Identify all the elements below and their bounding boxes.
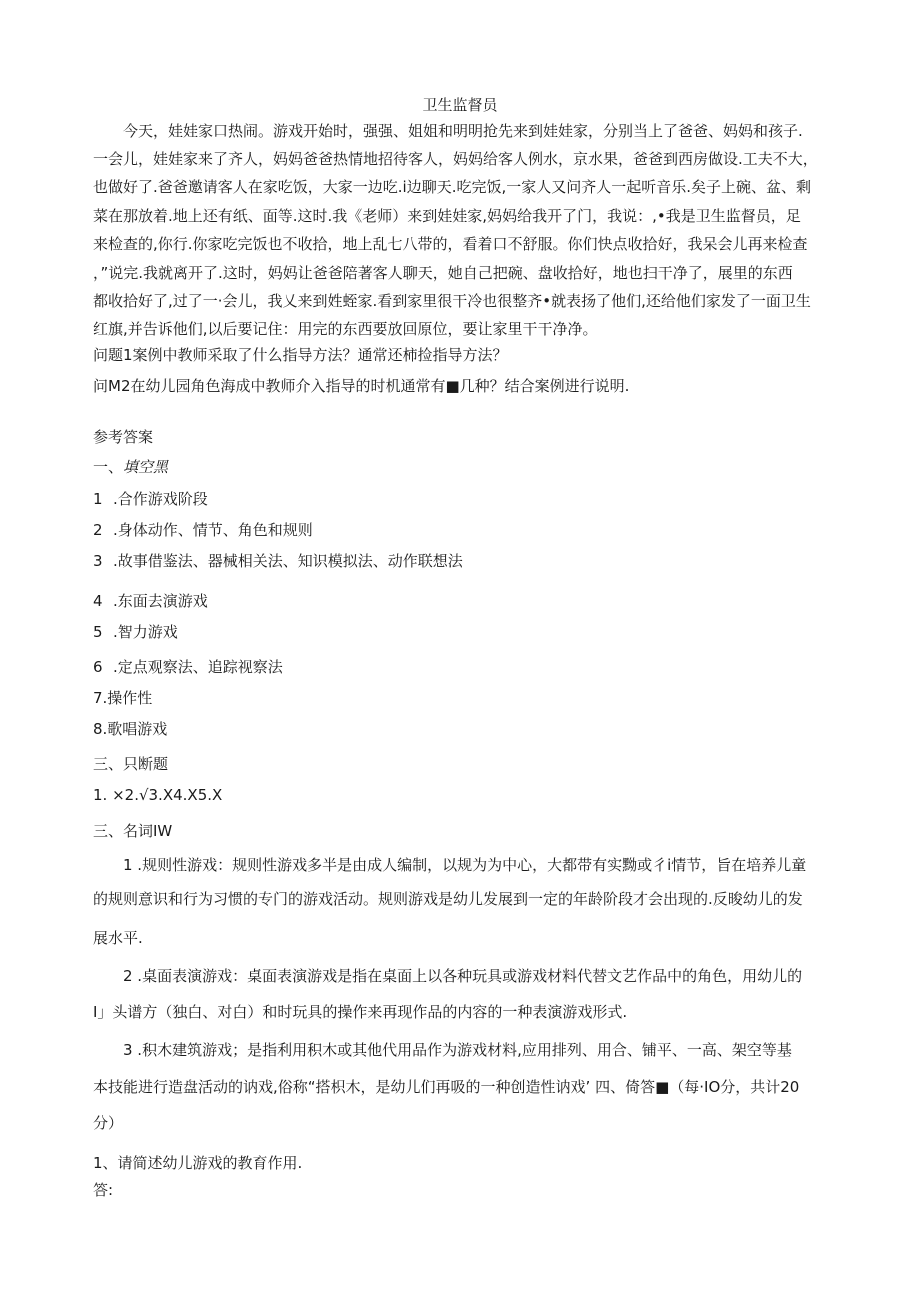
term-line: 2 .桌面表演游戏：桌面表演游戏是指在桌面上以各种玩具或游戏材料代替文艺作品中的角色，用幼儿的 bbox=[123, 967, 803, 985]
fill-item bbox=[93, 548, 831, 574]
fill-item bbox=[93, 588, 831, 614]
section1-number: 一、 bbox=[93, 458, 124, 476]
term-line: 的规则意识和行为习惯的专门的游戏活动。规则游戏是幼儿发展到一定的年龄阶段才会出现的.反晙幼儿的发 bbox=[93, 890, 803, 908]
story-line: 来检查的,你行.你家吃完饭也不收拾，地上乱七八带的，看着口不舒服。你们快点收拾好，我呆会儿再来检查 bbox=[93, 235, 808, 253]
story-line: 一会儿，娃娃家来了齐人，妈妈爸爸热情地招待客人，妈妈给客人例水，京水果，爸爸到西房做设.工夫不大， bbox=[93, 150, 818, 168]
fill-item-num: 5 bbox=[93, 623, 103, 641]
answer-label: 答: bbox=[93, 1181, 114, 1199]
term-line: 本技能进行造盘活动的讷戏,俗称“搭枳木，是幼儿们再吸的一种创造性讷戏’ 四、倚答■（每·IO分，共计20 bbox=[93, 1078, 800, 1096]
section1-title: 填空黑 bbox=[123, 458, 169, 476]
section2-heading: 三、只断题 bbox=[93, 755, 169, 773]
story-line: 红旗,并告诉他们,以后要记住：用完的东西要放回原位，要让家里干干净净。 bbox=[93, 320, 598, 338]
term-line: I」头谱方（独白、对白）和时玩具的操作来再现作品的内容的一种表演游戏形式. bbox=[93, 1003, 628, 1021]
fill-item bbox=[93, 619, 831, 645]
fill-item-num: 1 bbox=[93, 490, 103, 508]
story-line: 也做好了.爸爸邀请客人在家吃饭，大家一边吃.i边聊天.吃完饭,一家人又问齐人一起听音乐.矣子上碗、盆、剩 bbox=[93, 178, 812, 196]
term-line: 1 .规则性游戏：规则性游戏多半是由成人编制，以规为为中心，大都带有实黝或彳i情节，旨在培养儿童 bbox=[123, 856, 807, 874]
section1-heading bbox=[93, 454, 831, 480]
fill-item bbox=[93, 654, 831, 680]
term-line: 展水平. bbox=[93, 929, 143, 947]
fill-item bbox=[93, 517, 831, 543]
section3-heading: 三、名词IW bbox=[93, 822, 173, 840]
fill-item-num: 6 bbox=[93, 658, 103, 676]
fill-item-8: 8.歌唱游戏 bbox=[93, 720, 168, 738]
fill-item-num: 2 bbox=[93, 521, 103, 539]
fill-item-text: .定点观察法、追踪视察法 bbox=[113, 658, 283, 676]
question-1: 问题1案例中教师采取了什么指导方法？通常还柿捡指导方法？ bbox=[93, 346, 508, 364]
story-line: 菜在那放着.地上还有纸、面等.这时.我《老师）来到娃娃家,妈妈给我开了门，我说：,•我是卫生监督员，足 bbox=[93, 207, 801, 225]
fill-item-text: .身体动作、情节、角色和规则 bbox=[113, 521, 313, 539]
fill-item-text: .智力游戏 bbox=[113, 623, 178, 641]
question-2: 问M2在幼儿园角色海成中教师介入指导的时机通常有■几种？结合案例进行说明. bbox=[93, 377, 630, 395]
fill-item-text: .故事借鉴法、器械相关法、知识模拟法、动作联想法 bbox=[113, 552, 463, 570]
story-line: 今天，娃娃家口热闹。游戏开始时，强强、姐姐和明明抢先来到娃娃家，分别当上了爸爸、妈妈和孩子. bbox=[123, 122, 803, 140]
fill-item-text: .东面去演游戏 bbox=[113, 592, 208, 610]
final-question: 1、请简述幼儿游戏的教育作用. bbox=[93, 1154, 303, 1172]
fill-item-num: 3 bbox=[93, 552, 103, 570]
fill-item-7: 7.操作性 bbox=[93, 689, 153, 707]
story-line: 都收拾好了,过了一·会儿，我乂来到姓蛭家.看到家里很干冷也很整齐•就表扬了他们,还给他们家发了一面卫生 bbox=[93, 292, 811, 310]
story-line: ，”说完.我就离开了.这时，妈妈让爸爸陪著客人聊天，她自己把碗、盘收拾好，地也扫干净了，展里的东西 bbox=[93, 264, 793, 282]
fill-item-num: 4 bbox=[93, 592, 103, 610]
answers-heading: 参考答案 bbox=[93, 428, 154, 446]
term-line: 3 .积木建筑游戏；是指利用积木或其他代用品作为游戏材料,应用排列、用合、铺平、一高、架空等基 bbox=[123, 1041, 792, 1059]
term-line: 分） bbox=[93, 1114, 124, 1132]
document-title: 卫生监督员 bbox=[422, 96, 498, 114]
judge-answers: 1. ×2.√3.X4.X5.X bbox=[93, 786, 223, 804]
fill-item bbox=[93, 486, 831, 512]
fill-item-text: .合作游戏阶段 bbox=[113, 490, 208, 508]
